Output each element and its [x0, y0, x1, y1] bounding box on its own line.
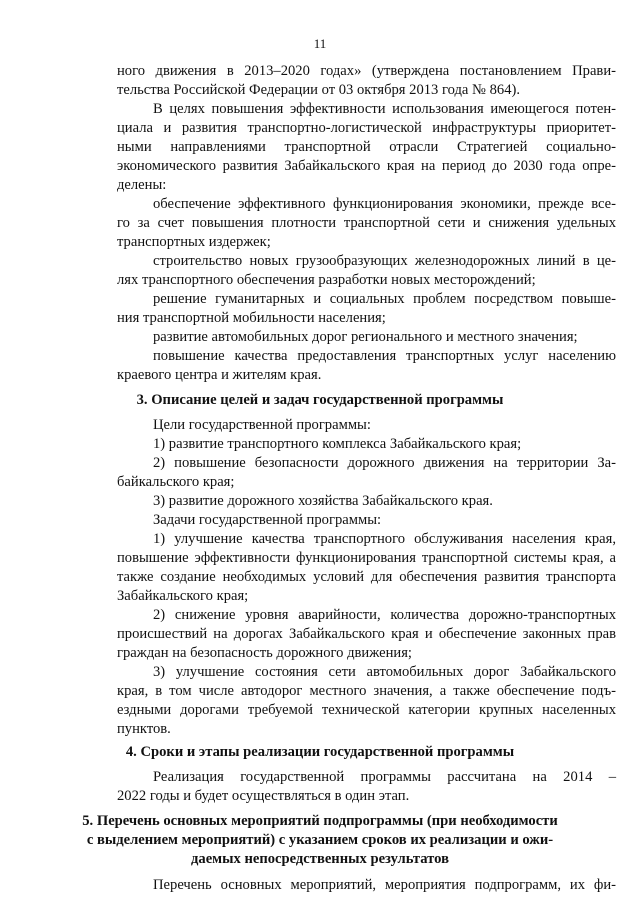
text-line: экономического развития Забайкальского края на период до 2030 года опре- [117, 158, 616, 174]
text-line: пунктов. [117, 721, 171, 737]
text-line: края, в том числе автодорог местного значения, а также обеспечение подъ- [117, 683, 616, 699]
text-line: го за счет повышения плотности транспортной сети и снижения удельных [117, 215, 616, 231]
text-line: тельства Российской Федерации от 03 октября 2013 года № 864). [117, 82, 521, 98]
text-line: решение гуманитарных и социальных проблем посредством повыше- [153, 291, 616, 307]
section-heading: 3. Описание целей и задач государственной программы [136, 392, 504, 408]
text-line: происшествий на дорогах Забайкальского края и обеспечение законных прав [117, 626, 616, 642]
page-number: 11 [313, 36, 327, 51]
text-line: 2022 годы и будет осуществляться в один этап. [117, 788, 410, 804]
text-line: ными направлениями транспортной отрасли Стратегией социально- [117, 139, 616, 155]
text-line: развитие автомобильных дорог регионального и местного значения; [153, 329, 578, 345]
text-line: ездными дорогами требуемой технической категории крупных населенных [117, 702, 616, 718]
text-line: 3) развитие дорожного хозяйства Забайкальского края. [153, 493, 493, 509]
text-line: транспортных издержек; [117, 234, 271, 250]
section-heading: 5. Перечень основных мероприятий подпрограммы (при необходимости [82, 813, 558, 829]
text-line: ного движения в 2013–2020 годах» (утверждена постановлением Прави- [117, 63, 616, 79]
text-line: Забайкальского края; [117, 588, 249, 604]
text-line: циала и развития транспортно-логистической инфраструктуры приоритет- [117, 120, 616, 136]
text-line: Реализация государственной программы рассчитана на 2014 – [153, 769, 616, 785]
text-line: 1) развитие транспортного комплекса Забайкальского края; [153, 436, 522, 452]
section-heading: даемых непосредственных результатов [191, 851, 449, 867]
text-line: делены: [117, 177, 167, 193]
text-line: ния транспортной мобильности населения; [117, 310, 386, 326]
text-line: обеспечение эффективного функционирования экономики, прежде все- [153, 196, 616, 212]
text-line: Цели государственной программы: [153, 417, 371, 433]
text-line: повышение качества предоставления транспортных услуг населению [153, 348, 616, 364]
text-line: байкальского края; [117, 474, 235, 490]
text-line: В целях повышения эффективности использования имеющегося потен- [153, 101, 616, 117]
text-line: 2) снижение уровня аварийности, количества дорожно-транспортных [153, 607, 616, 623]
text-line: также создание необходимых условий для обеспечения развития транспорта [117, 569, 616, 585]
text-line: строительство новых грузообразующих железнодорожных линий в це- [153, 253, 616, 269]
text-line: 2) повышение безопасности дорожного движения на территории За- [153, 455, 616, 471]
text-line: Задачи государственной программы: [153, 512, 382, 528]
text-line: Перечень основных мероприятий, мероприятия подпрограмм, их фи- [153, 877, 616, 893]
text-line: краевого центра и жителям края. [117, 367, 322, 383]
text-line: лях транспортного обеспечения разработки новых месторождений; [117, 272, 536, 288]
text-line: граждан на безопасность дорожного движения; [117, 645, 412, 661]
text-line: 1) улучшение качества транспортного обслуживания населения края, [153, 531, 616, 547]
section-heading: 4. Сроки и этапы реализации государственной программы [125, 744, 515, 760]
text-line: повышение эффективности функционирования транспортной системы края, а [117, 550, 616, 566]
text-line: 3) улучшение состояния сети автомобильных дорог Забайкальского [153, 664, 616, 680]
section-heading: с выделением мероприятий) с указанием сроков их реализации и ожи- [86, 832, 554, 848]
